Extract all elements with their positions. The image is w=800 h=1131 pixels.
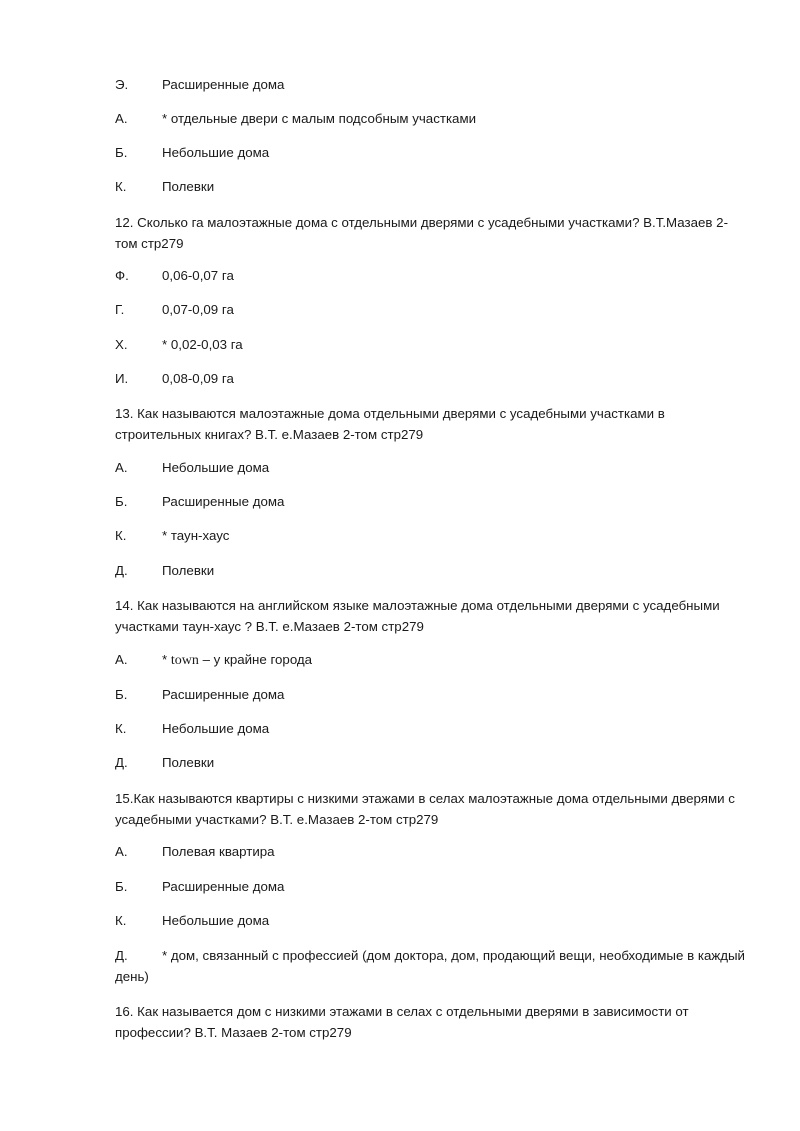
option-row: [115, 753, 214, 773]
option-label: Б.: [115, 494, 128, 509]
option-label: Б.: [115, 687, 128, 702]
option-text: * 0,02-0,03 га: [162, 337, 243, 352]
option-row: [115, 492, 284, 512]
option-row: [115, 561, 214, 581]
option-text: Полевая квартира: [162, 844, 275, 859]
option-row: [115, 266, 234, 286]
option-text: Расширенные дома: [162, 77, 285, 92]
option-label: Б.: [115, 145, 128, 160]
option-text: Расширенные дома: [162, 494, 285, 509]
option-row: [115, 526, 229, 546]
option-row: [115, 335, 243, 355]
option-text: Расширенные дома: [162, 879, 285, 894]
option-row: [115, 719, 269, 739]
option-text: Полевки: [162, 179, 215, 194]
question-text: 16. Как называется дом с низкими этажами в селах с отдельными дверями в зависимости от профессии? В.Т. Мазаев 2-том стр279: [115, 1004, 689, 1040]
option-label: К.: [115, 179, 127, 194]
option-text: 0,08-0,09 га: [162, 371, 234, 386]
option-text: Полевки: [162, 755, 215, 770]
option-label: Б.: [115, 879, 128, 894]
option-label: К.: [115, 528, 127, 543]
option-label: Ф.: [115, 268, 129, 283]
option-text: Небольшие дома: [162, 145, 270, 160]
option-text: * дом, связанный с профессией (дом доктора, дом, продающий вещи, необходимые в каждый день): [115, 948, 745, 984]
option-text: 0,07-0,09 га: [162, 302, 234, 317]
option-label: А.: [115, 460, 128, 475]
option-row: [115, 300, 234, 320]
option-label: Х.: [115, 337, 128, 352]
option-text: * отдельные двери с малым подсобным участками: [162, 111, 477, 126]
question-text: 14. Как называются на английском языке малоэтажные дома отдельными дверями с усадебными участками таун-хаус ? В.Т. е.Мазаев 2-том стр279: [115, 598, 720, 634]
option-row: [115, 877, 284, 897]
option-row: [115, 75, 284, 95]
question-text: 15.Как называются квартиры с низкими этажами в селах малоэтажные дома отдельными дверями с усадебными участками? В.Т. е.Мазаев 2-том стр279: [115, 791, 735, 827]
option-text: 0,06-0,07 га: [162, 268, 234, 283]
option-text: Небольшие дома: [162, 721, 270, 736]
option-text: Расширенные дома: [162, 687, 285, 702]
question-text: 13. Как называются малоэтажные дома отдельными дверями с усадебными участками в строительных книгах? В.Т. е.Мазаев 2-том стр279: [115, 406, 665, 442]
option-label: И.: [115, 371, 129, 386]
option-row: [115, 842, 275, 862]
option-row: [115, 685, 284, 705]
option-text-rest: – у крайне города: [198, 652, 313, 667]
option-row: [115, 177, 214, 197]
option-label: К.: [115, 913, 127, 928]
option-row: [115, 458, 269, 478]
option-label: К.: [115, 721, 127, 736]
option-label: Д.: [115, 755, 128, 770]
option-row: [115, 143, 269, 163]
option-text: * таун-хаус: [162, 528, 230, 543]
option-row: [115, 650, 312, 671]
option-text: Небольшие дома: [162, 460, 270, 475]
option-star: *: [162, 652, 171, 667]
option-label: А.: [115, 844, 128, 859]
option-label: А.: [115, 652, 128, 667]
option-row: [115, 945, 745, 987]
option-label: Э.: [115, 77, 129, 92]
option-text: Небольшие дома: [162, 913, 270, 928]
question-text: 12. Сколько га малоэтажные дома с отдельными дверями с усадебными участками? В.Т.Мазаев 2-том стр279: [115, 215, 728, 251]
option-label: Г.: [115, 302, 125, 317]
option-label: Д.: [115, 563, 128, 578]
option-label: Д.: [115, 948, 128, 963]
option-label: А.: [115, 111, 128, 126]
option-row: [115, 369, 234, 389]
option-text-serif: town: [170, 653, 199, 668]
option-row: [115, 911, 269, 931]
option-row: [115, 109, 476, 129]
option-text: Полевки: [162, 563, 215, 578]
